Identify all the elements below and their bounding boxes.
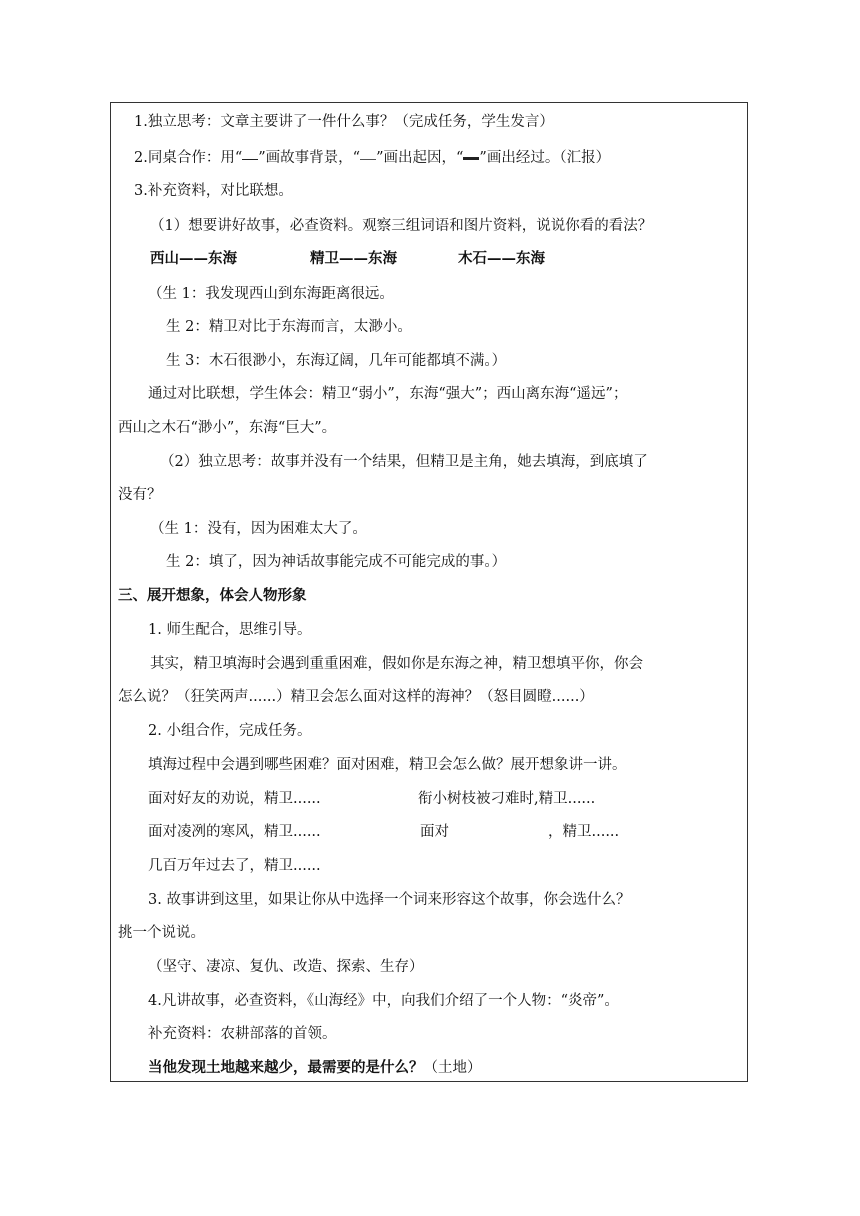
item-2-prompt: 填海过程中会遇到哪些困难？面对困难，精卫会怎么做？展开想象讲一讲。 [148, 757, 627, 773]
item-2-group-work: 2. 小组合作，完成任务。 [148, 723, 312, 739]
step-2-desk-partner: 2.同桌合作：用“ ”画故事背景，“ ”画出起因，“ ”画出经过。（汇报） [134, 147, 610, 168]
scenario-million-years: 几百万年过去了，精卫...... [148, 858, 321, 874]
item-1-paragraph-line-2: 怎么说？（狂笑两声......）精卫会怎么面对这样的海神？（怒目圆瞪......） [118, 689, 594, 705]
comparison-summary-line-1: 通过对比联想，学生体会：精卫“弱小”，东海“强大”；西山离东海“遥远”； [148, 386, 628, 402]
step-1-independent-thinking: 1.独立思考：文章主要讲了一件什么事？（完成任务，学生发言） [134, 114, 554, 130]
item-3-question: 3. 故事讲到这里，如果让你从中选择一个词来形容这个故事，你会选什么？ [148, 892, 631, 908]
word-pair-mushi-donghai: 木石——东海 [458, 250, 545, 267]
student-answer-1: （生 1：我发现西山到东海距离很远。 [148, 286, 394, 302]
scenario-friend-advice: 面对好友的劝说，精卫...... [148, 791, 321, 807]
final-question: 当他发现土地越来越少，最需要的是什么？（土地） [148, 1059, 482, 1076]
comparison-summary-line-2: 西山之木石“渺小”，东海“巨大”。 [118, 420, 337, 436]
item-1-paragraph-line-1: 其实，精卫填海时会遇到重重困难，假如你是东海之神，精卫想填平你，你会 [150, 656, 643, 672]
item-3-question-cont: 挑一个说说。 [118, 925, 205, 941]
scenario-branch-difficulty: 衔小树枝被刁难时,精卫...... [418, 791, 596, 807]
section-3-heading: 三、展开想象，体会人物形象 [118, 587, 307, 604]
step-3-supplement: 3.补充资料，对比联想。 [134, 183, 293, 199]
student-reply-2: 生 2：填了，因为神话故事能完成不可能完成的事。） [166, 554, 507, 570]
supplement-leader: 补充资料：农耕部落的首领。 [148, 1026, 337, 1042]
scenario-blank-result: ，精卫...... [548, 824, 620, 840]
word-pair-jingwei-donghai: 精卫——东海 [310, 250, 397, 267]
student-answer-2: 生 2：精卫对比于东海而言，太渺小。 [166, 319, 412, 335]
underline-mark-double [463, 147, 479, 160]
word-choices: （坚守、凄凉、复仇、改造、探索、生存） [148, 959, 424, 975]
substep-2-question: （2）独立思考：故事并没有一个结果，但精卫是主角，她去填海，到底填了 [160, 454, 648, 470]
item-1-teacher-student: 1. 师生配合，思维引导。 [148, 622, 312, 638]
substep-1-observe: （1）想要讲好故事，必查资料。观察三组词语和图片资料，说说你看的看法？ [150, 218, 653, 234]
underline-mark-wavy [360, 149, 376, 160]
word-pair-xishan-donghai: 西山——东海 [150, 250, 237, 267]
scenario-cold-wind: 面对凌冽的寒风，精卫...... [148, 824, 321, 840]
substep-2-question-cont: 没有？ [118, 487, 162, 503]
item-4-shanhaijing: 4.凡讲故事，必查资料，《山海经》中，向我们介绍了一个人物：“炎帝”。 [148, 993, 619, 1009]
student-reply-1: （生 1：没有，因为困难太大了。 [150, 521, 367, 537]
underline-mark-single [242, 149, 258, 160]
scenario-blank-label: 面对 [420, 824, 449, 840]
student-answer-3: 生 3：木石很渺小，东海辽阔，几年可能都填不满。） [166, 353, 507, 369]
